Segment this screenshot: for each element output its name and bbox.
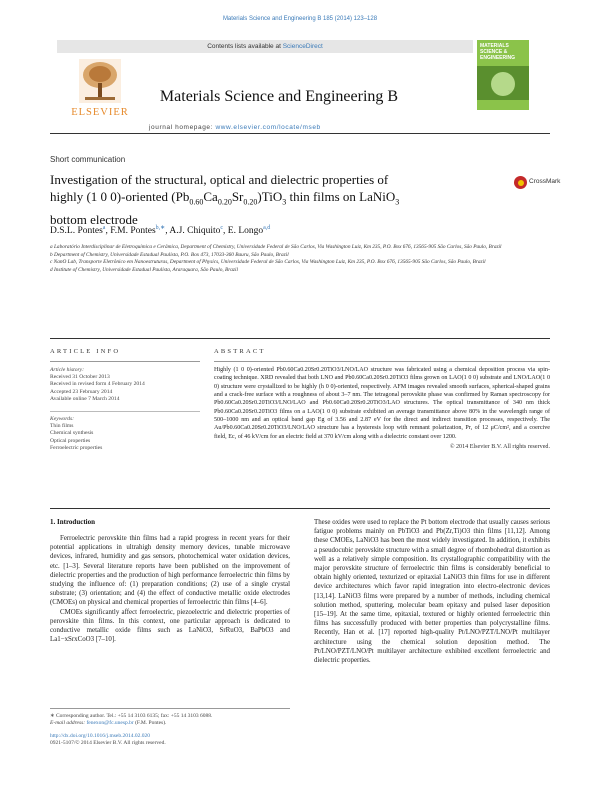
intro-paragraph-1: Ferroelectric perovskite thin films had a rapid progress in recent years for their potential applications in ultrahigh density memory devices, tunable microwave devices, infrared, humidity and gas sensors, photochemical water oxidation devices, etc. [1–3]. Several literature reports have been published on the improvement of dielectric properties and the production of high performance ferroelectric thin films by studying the influence of: (1) preparation conditions; (2) use of a single crystal substrate; (3) orientation; and (4) the effect of conductive metallic oxide electrodes (CMOEs) on physical and chemical properties of ferroelectric thin films [4–6]. (50, 535, 290, 607)
cover-graphic (491, 72, 515, 96)
history-item: Available online 7 March 2014 (50, 395, 120, 402)
info-rule (50, 338, 550, 339)
title-line-3: bottom electrode (50, 211, 138, 227)
keyword: Thin films (50, 423, 74, 430)
email-link[interactable]: fenexon@fc.unesp.br (86, 720, 134, 726)
crossmark-label: CrossMark (529, 178, 561, 185)
doi-link[interactable]: http://dx.doi.org/10.1016/j.mseb.2014.02.020 (50, 733, 150, 739)
article-history (50, 361, 200, 403)
author-name[interactable]: F.M. Pontes (110, 226, 156, 237)
abstract-rule (50, 508, 550, 509)
header-rule (50, 133, 550, 134)
homepage-link[interactable]: www.elsevier.com/locate/mseb (215, 124, 321, 131)
title-line-1: Investigation of the structural, optical and dielectric properties of (50, 172, 389, 187)
keyword: Ferroelectric properties (50, 444, 103, 451)
author-affil-sup[interactable]: b,∗ (155, 225, 166, 231)
article-info (50, 348, 200, 452)
journal-header (57, 40, 529, 131)
author-name[interactable]: A.J. Chiquito (169, 226, 221, 237)
sciencedirect-link[interactable]: ScienceDirect (282, 43, 323, 50)
email-line: E-mail address: fenexon@fc.unesp.br (F.M. Pontes). (50, 720, 167, 726)
issn-line: 0921-5107/© 2014 Elsevier B.V. All rights reserved. (50, 740, 166, 746)
right-column (314, 518, 550, 665)
contents-prefix: Contents lists available at (207, 43, 283, 50)
abstract-body (214, 361, 550, 450)
intro-paragraph-2: CMOEs significantly affect ferroelectric, piezoelectric and dielectric properties of perovskite thin films. In this context, one particular approach is dedicated to conductive metallic oxide films such as LaNiO3, SrRuO3, BaPbO3 and La1−xSrxCoO3 [7–10]. (50, 608, 290, 644)
journal-reference-text[interactable]: Materials Science and Engineering B 185 (2014) 123–128 (222, 16, 378, 22)
author-list: D.S.L. Pontes$^a$, F.M. Pontes$^{b,∗}$, A.J. Chiquito$^c$, E. Longo$^{a,d}$ (50, 225, 271, 237)
crossmark-badge[interactable] (514, 176, 562, 190)
publisher-name: ELSEVIER (71, 107, 129, 118)
author-name[interactable]: E. Longo (227, 226, 264, 237)
cover-title: MATERIALS SCIENCE & ENGINEERING (480, 43, 516, 61)
author-affil-sup[interactable]: a,d (263, 225, 271, 231)
section-heading: 1. Introduction (50, 518, 95, 526)
journal-homepage (149, 124, 449, 131)
author-name[interactable]: D.S.L. Pontes (50, 226, 103, 237)
corresponding-author: ∗ Corresponding author. Tel.: +55 14 3103 6135; fax: +55 14 3103 6088. (50, 713, 213, 719)
keywords (50, 411, 200, 452)
journal-cover-thumbnail[interactable] (477, 40, 529, 110)
abstract-heading: ABSTRACT (214, 348, 266, 355)
keyword: Chemical synthesis (50, 430, 94, 437)
article-title (50, 171, 490, 228)
contents-bar (57, 40, 473, 53)
elsevier-tree-icon (79, 59, 121, 103)
affiliation: c NanO Lab, Transporte Eletrônico em Nanoestruturas, Department of Physics, Universidade Federal de São Carlos, Via Washington Luiz, Km 235, P.O. Box 676, 13565-905 São Carlos, São Paulo, Brazil (50, 259, 486, 266)
affiliations (50, 244, 520, 274)
history-item: Received in revised form 4 February 2014 (50, 381, 145, 388)
left-column (50, 518, 290, 644)
intro-paragraph-3: These oxides were used to replace the Pt bottom electrode that usually causes serious fatigue problems mainly on PbTiO3 and Pb(Zr,Ti)O3 thin films [11,12]. Among these CMOEs, LaNiO3 has been the most widely investigated. In addition, it exhibits a pseudocubic perovskite structure with a small degree of rhombohedral distortion as well as a relatively simple composition. Its crystallographic compatibility with the major perovskite structure of ferroelectric thin films is considerably beneficial to obtain highly oriented, texturized or epitaxial LaNiO3 thin films for use in different device architectures which favor rapid integration into electro-electronic devices [13,14]. LaNiO3 films were prepared by a number of methods, including chemical solution method, sputtering, molecular beam epitaxy and pulsed laser deposition [15–19]. At the same time, epitaxial, textured or highly oriented ferroelectric thin films has successfully produced with better properties than polycrystalline films. Recently, Han et al. [17] reported high-quality Pt/LNO/PZT/LNO/Pt multilayer architecture using the chemical solution deposition method. The Pt/LNO/PZT/LNO/Pt multilayer architecture exhibited excellent ferroelectric and dielectric properties. (314, 519, 550, 665)
history-item: Accepted 23 February 2014 (50, 388, 113, 395)
crossmark-icon (514, 176, 527, 189)
homepage-label: journal homepage: (149, 124, 216, 131)
abstract (214, 348, 550, 450)
article-type: Short communication (50, 155, 126, 164)
article-info-heading: ARTICLE INFO (50, 348, 121, 355)
journal-title: Materials Science and Engineering B (159, 88, 399, 105)
title-line-2: highly (1 0 0)-oriented $(Pb_{0.60}Ca_{0.20}Sr_{0.20})TiO_3$ thin films on LaNiO$_3$ (50, 189, 400, 207)
journal-reference[interactable] (0, 16, 600, 22)
abstract-copyright: © 2014 Elsevier B.V. All rights reserved. (449, 444, 550, 451)
abstract-text: Highly (1 0 0)-oriented Pb0.60Ca0.20Sr0.20TiO3/LNO/LAO structure was fabricated using a chemical deposition process via spin-coating technique. XRD revealed that both LNO and Pb0.60Ca0.20Sr0.20TiO3 films grown on LAO(1 0 0) substrate and LNO/LAO(1 0 0) structure were crystallized to be highly (h 0 0)-oriented, respectively. AFM images revealed smooth surfaces, spherical-shaped grains and a crack-free surface with a roughness of about 3–7 nm. The tetragonal perovskite phase was confirmed by Raman spectroscopy for Pb0.60Ca0.20Sr0.20TiO3/LNO/LAO and Pb0.60Ca0.20Sr0.20TiO3/LAO structures. The optical transmittance of 340 nm thick Pb0.60Ca0.20Sr0.20TiO3 films on a LAO(1 0 0) substrate exhibited an average transmittance above 80% in the wavelength range of 500–1000 nm and an optical band gap Eg of 3.56 and 2.87 eV for the direct and indirect transition processes, respectively. The Au/Pb0.60Ca0.20Sr0.20TiO3/LNO/LAO structure has a hysteresis loop with remnant polarization, Pr, of 12 μC/cm², and a coercive field, Ec, of 46 kV/cm for an electric field at 370 kV/cm along with a dielectric constant over 1200. (214, 367, 550, 440)
author-affil-sup[interactable]: c (220, 225, 224, 231)
affiliation: d Institute of Chemistry, Universidade Estadual Paulista, Araraquara, São Paulo, Brazil (50, 266, 238, 273)
keywords-label: Keywords: (50, 416, 75, 423)
author-affil-sup[interactable]: a (102, 225, 106, 231)
keyword: Optical properties (50, 437, 91, 444)
history-item: Received 31 October 2013 (50, 374, 110, 381)
elsevier-logo[interactable] (57, 57, 143, 119)
affiliation: a Laboratório Interdisciplinar de Eletroquímica e Cerâmica, Department of Chemistry, Universidade Federal de São Carlos, Via Washington Luiz, Km 235, P.O. Box 676, 13565-905 São Carlos, São Paulo, Brazil (50, 244, 502, 250)
history-label: Article history: (50, 367, 85, 373)
affiliation: b Department of Chemistry, Universidade Estadual Paulista, P.O. Box 473, 17033-360 Bauru, São Paulo, Brazil (50, 251, 289, 258)
footnotes (50, 708, 290, 747)
